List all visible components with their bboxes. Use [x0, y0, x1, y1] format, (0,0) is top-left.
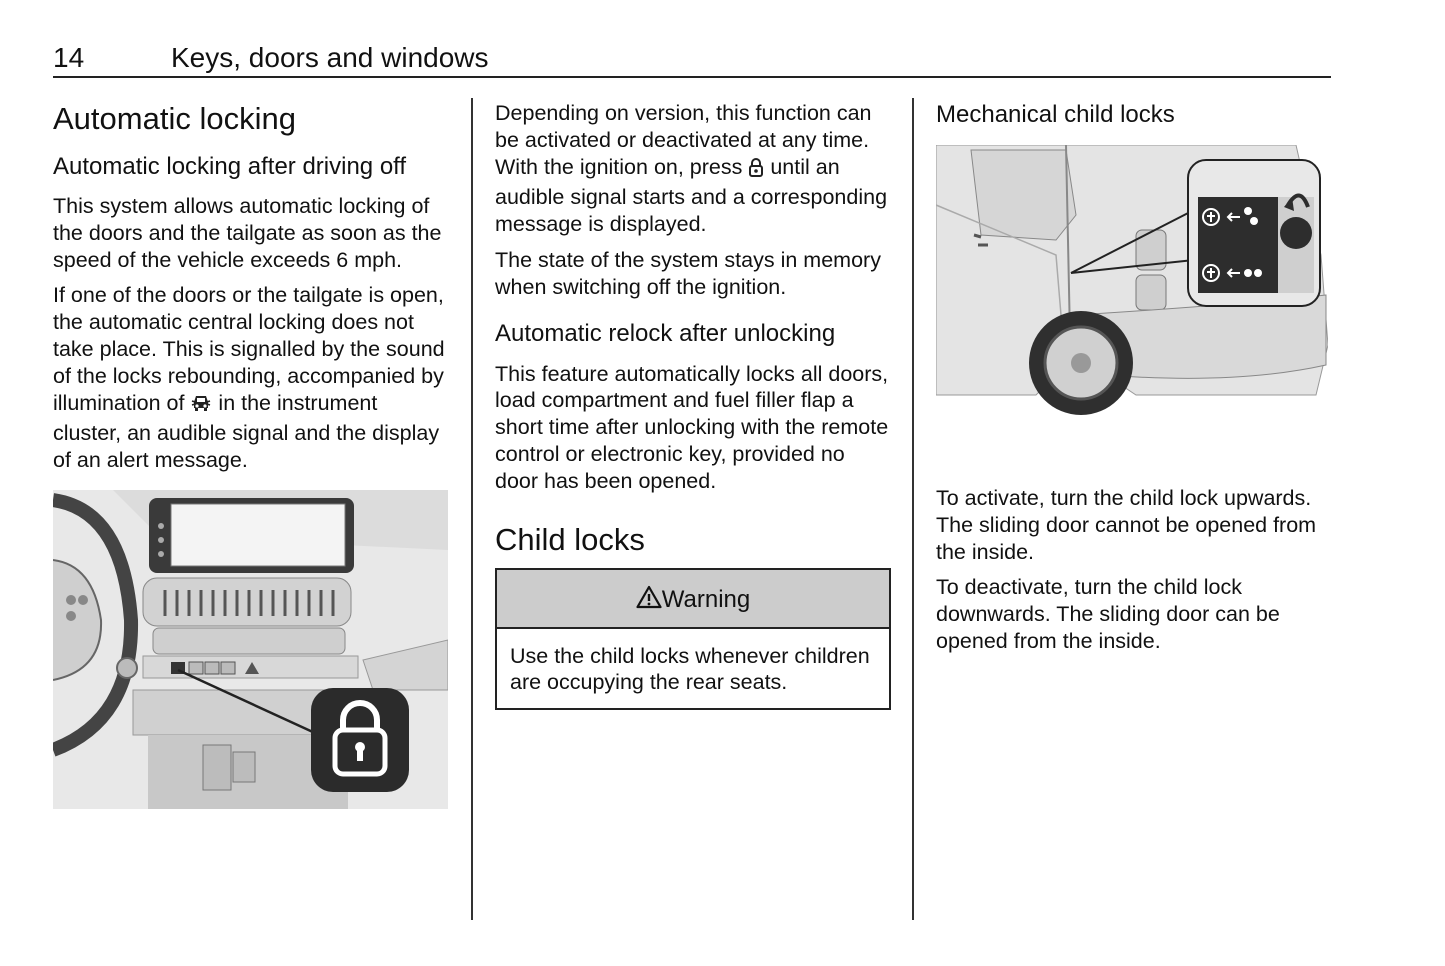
van-door-illustration	[936, 145, 1328, 425]
child-lock-activate-text: To activate, turn the child lock upwards. The sliding door cannot be opened from the inside.	[936, 486, 1317, 564]
subsection-title-mechanical-child-locks: Mechanical child locks	[936, 101, 1175, 128]
car-door-open-icon	[190, 392, 212, 421]
child-lock-deactivate-text: To deactivate, turn the child lock downwards. The sliding door can be opened from the inside.	[936, 575, 1280, 653]
padlock-icon	[748, 156, 764, 185]
column-2	[495, 100, 895, 710]
warning-title: Warning	[661, 585, 751, 613]
chapter-title: Keys, doors and windows	[171, 42, 489, 73]
automatic-locking-exception	[53, 282, 448, 474]
column-divider-1	[471, 98, 473, 920]
warning-header	[497, 570, 889, 629]
column-1	[53, 100, 453, 809]
section-title-automatic-locking: Automatic locking	[53, 101, 296, 136]
dashboard-drawing	[53, 490, 448, 809]
page-header	[53, 40, 1331, 78]
column-3	[936, 100, 1336, 655]
section-title-child-locks: Child locks	[495, 521, 645, 557]
activation-instructions	[495, 100, 893, 238]
exception-text-part1: If one of the doors or the tailgate is open, the automatic central locking does not take place. This is signalled by the sound of the locks rebounding, accompanied by illumination of	[53, 283, 445, 415]
van-drawing	[936, 145, 1328, 425]
dashboard-illustration	[53, 490, 448, 809]
state-memory-text: The state of the system stays in memory when switching off the ignition.	[495, 247, 881, 299]
column-divider-2	[912, 98, 914, 920]
auto-relock-description: This feature automatically locks all doors, load compartment and fuel filler flap a short time after unlocking with the remote control or electronic key, provided no door has been opened.	[495, 361, 889, 493]
automatic-locking-description: This system allows automatic locking of the doors and the tailgate as soon as the speed of the vehicle exceeds 6 mph.	[53, 194, 442, 272]
subsection-title-after-driving-off: Automatic locking after driving off	[53, 153, 407, 180]
subsection-title-auto-relock: Automatic relock after unlocking	[495, 319, 836, 347]
activation-text-part2: until an audible signal starts and a corresponding message is displayed.	[495, 154, 888, 237]
warning-text: Use the child locks whenever children are occupying the rear seats.	[510, 643, 870, 695]
activation-text-part1: Depending on version, this function can be activated or deactivated at any time. With the ignition on, press	[495, 101, 872, 179]
warning-triangle-icon	[636, 572, 662, 632]
warning-box	[495, 568, 891, 711]
page-number: 14	[53, 42, 85, 73]
exception-text-part2: in the instrument cluster, an audible signal and the display of an alert message.	[53, 390, 440, 473]
